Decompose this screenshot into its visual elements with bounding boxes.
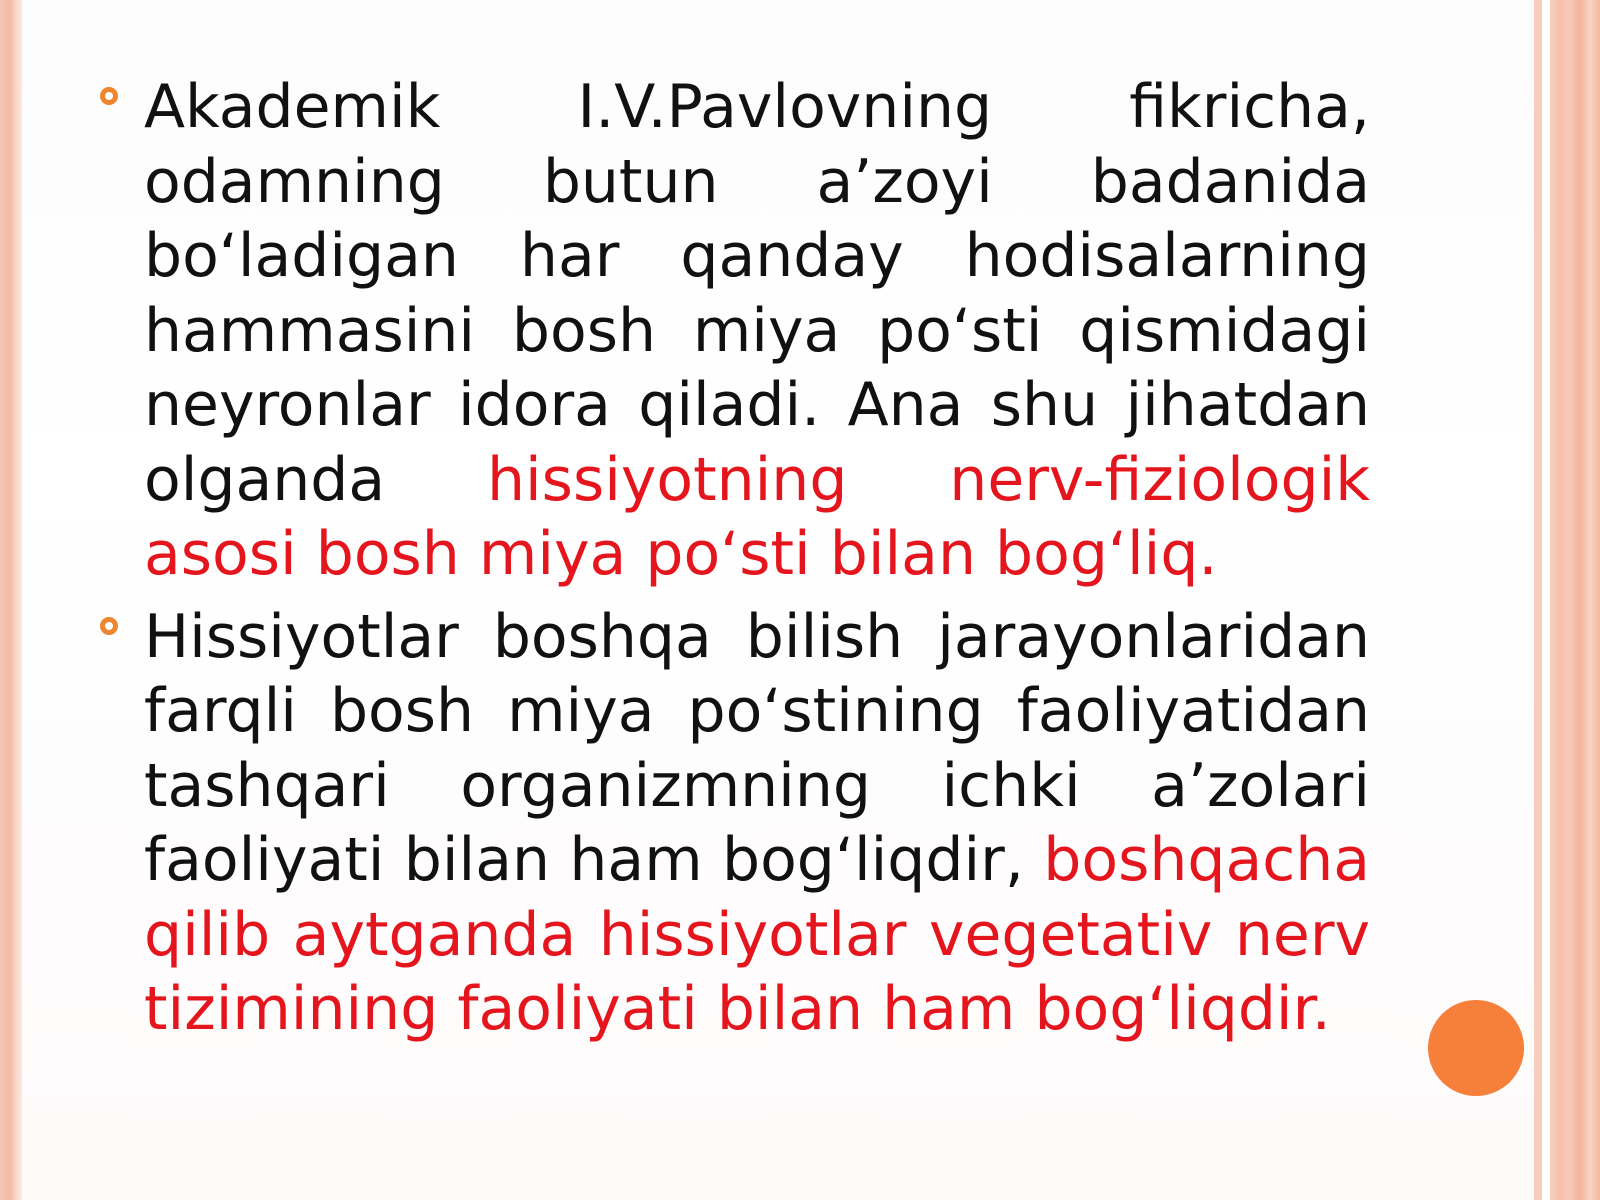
- slide-content: [144, 70, 1370, 1055]
- bullet-paragraph-2: [144, 600, 1370, 1047]
- bullet-1-highlight: hissiyotning nerv-fiziologik asosi bosh miya po‘sti bilan bog‘liq.: [144, 444, 1370, 589]
- left-border-stripe: [0, 0, 22, 1200]
- bullet-paragraph-1: [144, 70, 1370, 592]
- bullet-1-text: Akademik I.V.Pavlovning fikricha, odamning butun a’zoyi badanida bo‘ladigan har qanday hodisalarning hammasini bosh miya po‘sti qismidagi neyronlar idora qiladi. Ana shu jihatdan olganda: [144, 72, 1370, 515]
- orange-circle-decoration-icon: [1428, 1000, 1524, 1096]
- bullet-2-text: Hissiyotlar boshqa bilish jarayonlaridan farqli bosh miya po‘stining faoliyatidan tashqari organizmning ichki a’zolari faoliyati bilan ham bog‘liqdir,: [144, 601, 1370, 895]
- hollow-circle-bullet-icon: [100, 617, 118, 635]
- right-border-stripe-thin: [1534, 0, 1542, 1200]
- bullet-2-highlight: boshqacha qilib aytganda hissiyotlar vegetativ nerv tizimining faoliyati bilan ham bog‘liqdir.: [144, 825, 1370, 1044]
- hollow-circle-bullet-icon: [100, 87, 118, 105]
- right-border-stripes: [1550, 0, 1600, 1200]
